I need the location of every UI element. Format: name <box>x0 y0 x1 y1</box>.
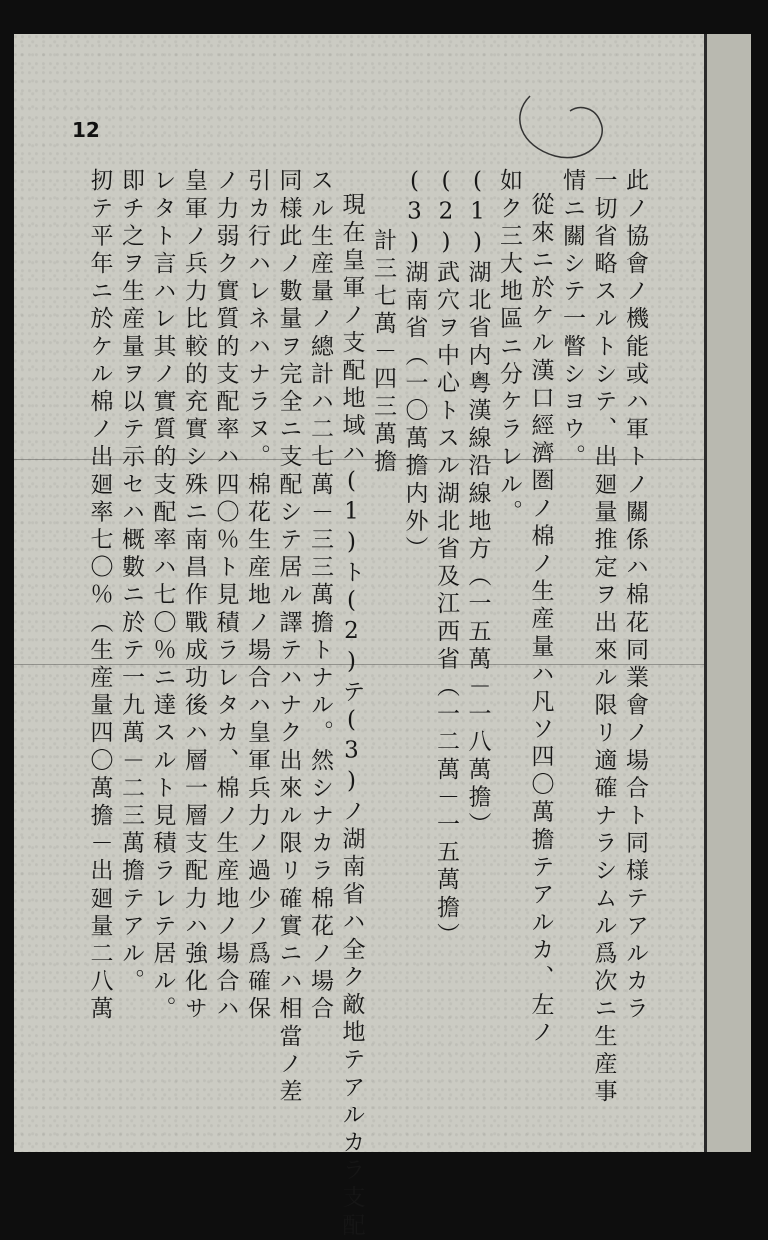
text-column: 如ク三大地區ニ分ケラレル。 <box>496 168 522 527</box>
list-item: (2)武穴ヲ中心トスル湖北省及江西省（一二萬－一五萬擔） <box>433 168 459 950</box>
text-column: 現在皇軍ノ支配地域ハ(1)ト(2)テ(3)ノ湖南省ハ全ク敵地テアルカラ支配 <box>338 192 365 1240</box>
text-column: 一切省略スルトシテ、出廻量推定ヲ出來ル限リ適確ナラシムル爲次ニ生産事 <box>590 168 617 1107</box>
vertical-text-body <box>70 168 650 1240</box>
text-column: 情ニ關シテ一瞥シヨウ。 <box>559 168 585 472</box>
text-column: 即チ之ヲ生産量ヲ以テ示セハ概數ニ於テ一九萬－二三萬擔テアル。 <box>118 168 144 996</box>
list-item: (1)湖北省内粤漢線沿線地方（一五萬－一八萬擔） <box>464 168 491 840</box>
text-column: 引カ行ハレネハナラヌ。棉花生産地ノ場合ハ皇軍兵力ノ過少ノ爲確保 <box>244 168 270 1024</box>
text-column: 扨テ平年ニ於ケル棉ノ出廻率七〇％（生産量四〇萬擔－出廻量二八萬 <box>86 168 113 1024</box>
text-column: レタト言ハレ其ノ實質的支配率ハ七〇％ニ達スルト見積ラレテ居ル。 <box>149 168 176 1024</box>
next-page-edge <box>704 34 751 1152</box>
text-column: スル生産量ノ總計ハ二七萬－三三萬擔トナル。然シナカラ棉花ノ場合 <box>307 168 333 1024</box>
text-column: 此ノ協會ノ機能或ハ軍トノ關係ハ棉花同業會ノ場合ト同様テアルカラ <box>622 168 648 1024</box>
total-line: 計三七萬－四三萬擔 <box>370 228 396 477</box>
list-item: (3)湖南省（一〇萬擔内外） <box>401 168 428 564</box>
text-column: 同様此ノ數量ヲ完全ニ支配シテ居ル譯テハナク出來ル限リ確實ニハ相當ノ差 <box>275 168 302 1107</box>
text-column: ノ力弱ク實質的支配率ハ四〇％ト見積ラレタカ、棉ノ生産地ノ場合ハ <box>212 168 239 1024</box>
pencil-mark-icon <box>500 86 620 166</box>
text-column: 從來ニ於ケル漢口經濟圏ノ棉ノ生産量ハ凡ソ四〇萬擔テアルカ、左ノ <box>527 192 554 1048</box>
page-number: 12 <box>72 118 100 142</box>
text-column: 皇軍ノ兵力比較的充實シ殊ニ南昌作戰成功後ハ層一層支配力ハ強化サ <box>181 168 207 1024</box>
